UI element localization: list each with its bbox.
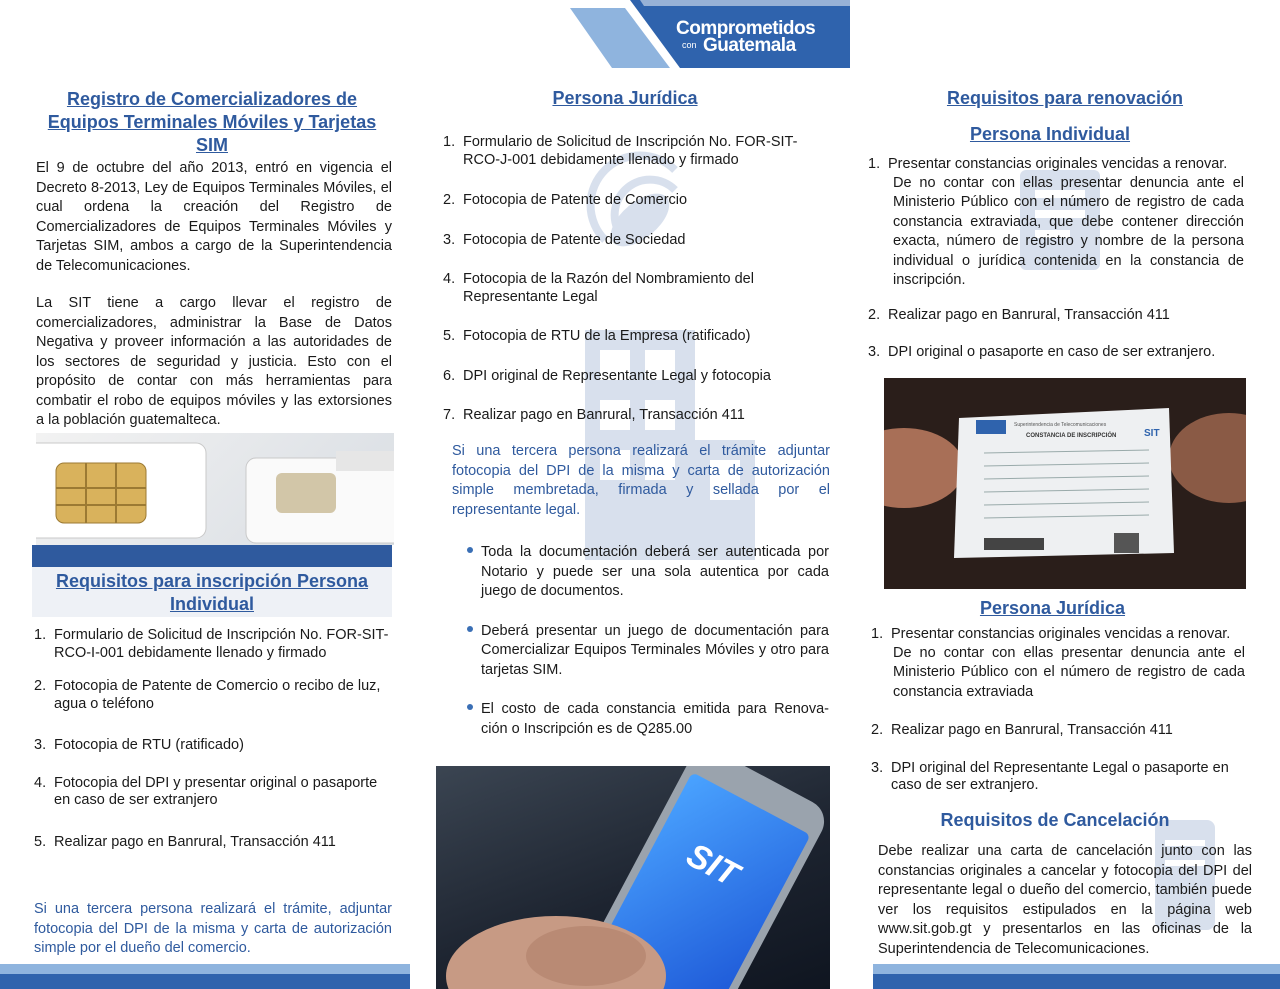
col1-req-list: [34, 627, 394, 851]
list-item: 3. Fotocopia de Patente de Sociedad: [443, 231, 686, 248]
list-item: 1. Presentar constancias originales vencidas a renovar. De no contar con ellas presentar denuncia ante el Ministerio Público con el número de registro de cada constancia extraviada, que debe contener dirección exacta, número de registro y nombre de la persona individual o jurídica contenida en la constancia de inscripción.: [868, 156, 1244, 288]
phone-photo: [436, 766, 830, 989]
bottom-band-right: [873, 964, 1280, 989]
list-item: El costo de cada constancia emitida para Renova-ción o Inscripción es de Q285.00: [467, 700, 829, 739]
list-item: 7. Realizar pago en Banrural, Transacción 411: [443, 407, 745, 423]
col2-bullet-list: [467, 543, 829, 739]
phone-sit-logo: SIT: [680, 835, 745, 895]
certificate-heading: CONSTANCIA DE INSCRIPCIÓN: [1026, 433, 1117, 439]
list-item: 2. Fotocopia de Patente de Comercio o recibo de luz, agua o teléfono: [34, 678, 381, 712]
col1-paragraph-1: El 9 de octubre del año 2013, entró en vigencia el Decreto 8-2013, Ley de Equipos Terminales Móviles, el cual ordena la creación del Registro de Comercializadores de Equipos Terminales Móviles y Tarjetas SIM, ambos a cargo de la Superintendencia de Telecomunicaciones.: [36, 160, 392, 274]
col1-title: Registro de Comercializadores de Equipos Terminales Móviles y Tarjetas SIM: [47, 89, 377, 155]
col3-cancel-title: Requisitos de Cancelación: [940, 810, 1170, 830]
bottom-band-left: [0, 964, 410, 989]
sim-cards-photo: [36, 433, 394, 545]
list-item: 2. Realizar pago en Banrural, Transacción 411: [868, 306, 1170, 323]
col3-juridica-list: [871, 626, 1245, 795]
list-item: 2. Fotocopia de Patente de Comercio: [443, 192, 688, 208]
top-banner: [570, 0, 855, 70]
col3-title: Requisitos para renovación: [946, 88, 1184, 108]
col1-req-title: Requisitos para inscripción Persona Individual: [55, 571, 369, 614]
banner-text-small: con: [682, 40, 697, 50]
col2-title: Persona Jurídica: [552, 88, 698, 108]
col3-individual-list: [868, 156, 1244, 362]
col1-paragraph-2: La SIT tiene a cargo llevar el registro de comercializadores, administrar la Base de Datos Negativa y proveer información a las autoridades de los sectores de seguridad y justicia. Esto con el propósito de contar con más herramientas para combatir el robo de equipos móviles y las extorsiones a la población guatemalteca.: [36, 295, 392, 428]
col2-req-list: [443, 134, 813, 425]
list-item: 1. Presentar constancias originales vencidas a renovar. De no contar con ellas presentar denuncia ante el Ministerio Público con el número de registro de cada constancia extraviada: [871, 626, 1245, 700]
col3-cancel-text: Debe realizar una carta de cancelación junto con las constancias originales a cancelar y fotocopia del DPI del representante legal o dueño del comercio, también puede ver los requisitos estipulados en la página web www.sit.gob.gt y presentarlos en las oficinas de la Superintendencia de Telecomunicaciones.: [878, 843, 1252, 957]
list-item: 4. Fotocopia del DPI y presentar original o pasaporte en caso de ser extranjero: [34, 774, 378, 808]
list-item: 5. Fotocopia de RTU de la Empresa (ratificado): [443, 328, 751, 344]
col2-note: Si una tercera persona realizará el trámite adjuntar fotocopia del DPI de la misma y carta de autorización simple membretada, firmada y sellada por el representante legal.: [452, 443, 830, 518]
banner-text-2: Guatemala: [703, 35, 796, 56]
certificate-org: Superintendencia de Telecomunicaciones: [1014, 422, 1107, 428]
list-item: 6. DPI original de Representante Legal y fotocopia: [443, 367, 771, 384]
list-item: 5. Realizar pago en Banrural, Transacción 411: [34, 833, 336, 850]
list-item: 1. Formulario de Solicitud de Inscripción No. FOR-SIT-RCO-J-001 debidamente llenado y firmado: [443, 134, 798, 168]
list-item: 4. Fotocopia de la Razón del Nombramiento del Representante Legal: [443, 271, 754, 305]
list-item: 2. Realizar pago en Banrural, Transacción 411: [871, 722, 1173, 738]
list-item: Toda la documentación deberá ser autenticada por Notario y puede ser una sola autentica por cada juego de documentos.: [467, 543, 829, 602]
list-item: 3. DPI original o pasaporte en caso de ser extranjero.: [868, 344, 1216, 360]
col1-note: Si una tercera persona realizará el trámite, adjuntar fotocopia del DPI de la misma y carta de autorización simple por el dueño del comercio.: [34, 901, 392, 956]
list-item: 3. Fotocopia de RTU (ratificado): [34, 737, 244, 753]
col3-subtitle-individual: Persona Individual: [969, 124, 1131, 144]
certificate-sit-logo: SIT: [1144, 428, 1160, 439]
banner-text-1: Comprometidos: [676, 18, 816, 39]
col3-subtitle-juridica: Persona Jurídica: [979, 598, 1126, 618]
list-item: 1. Formulario de Solicitud de Inscripción No. FOR-SIT-RCO-I-001 debidamente llenado y firmado: [34, 627, 389, 661]
list-item: 3. DPI original del Representante Legal o pasaporte en caso de ser extranjero.: [871, 759, 1229, 793]
certificate-photo: [884, 378, 1246, 589]
list-item: Deberá presentar un juego de documentación para Comercializar Equipos Terminales Móviles y otro para tarjetas SIM.: [467, 622, 829, 681]
col1-photo-band: [32, 545, 392, 567]
